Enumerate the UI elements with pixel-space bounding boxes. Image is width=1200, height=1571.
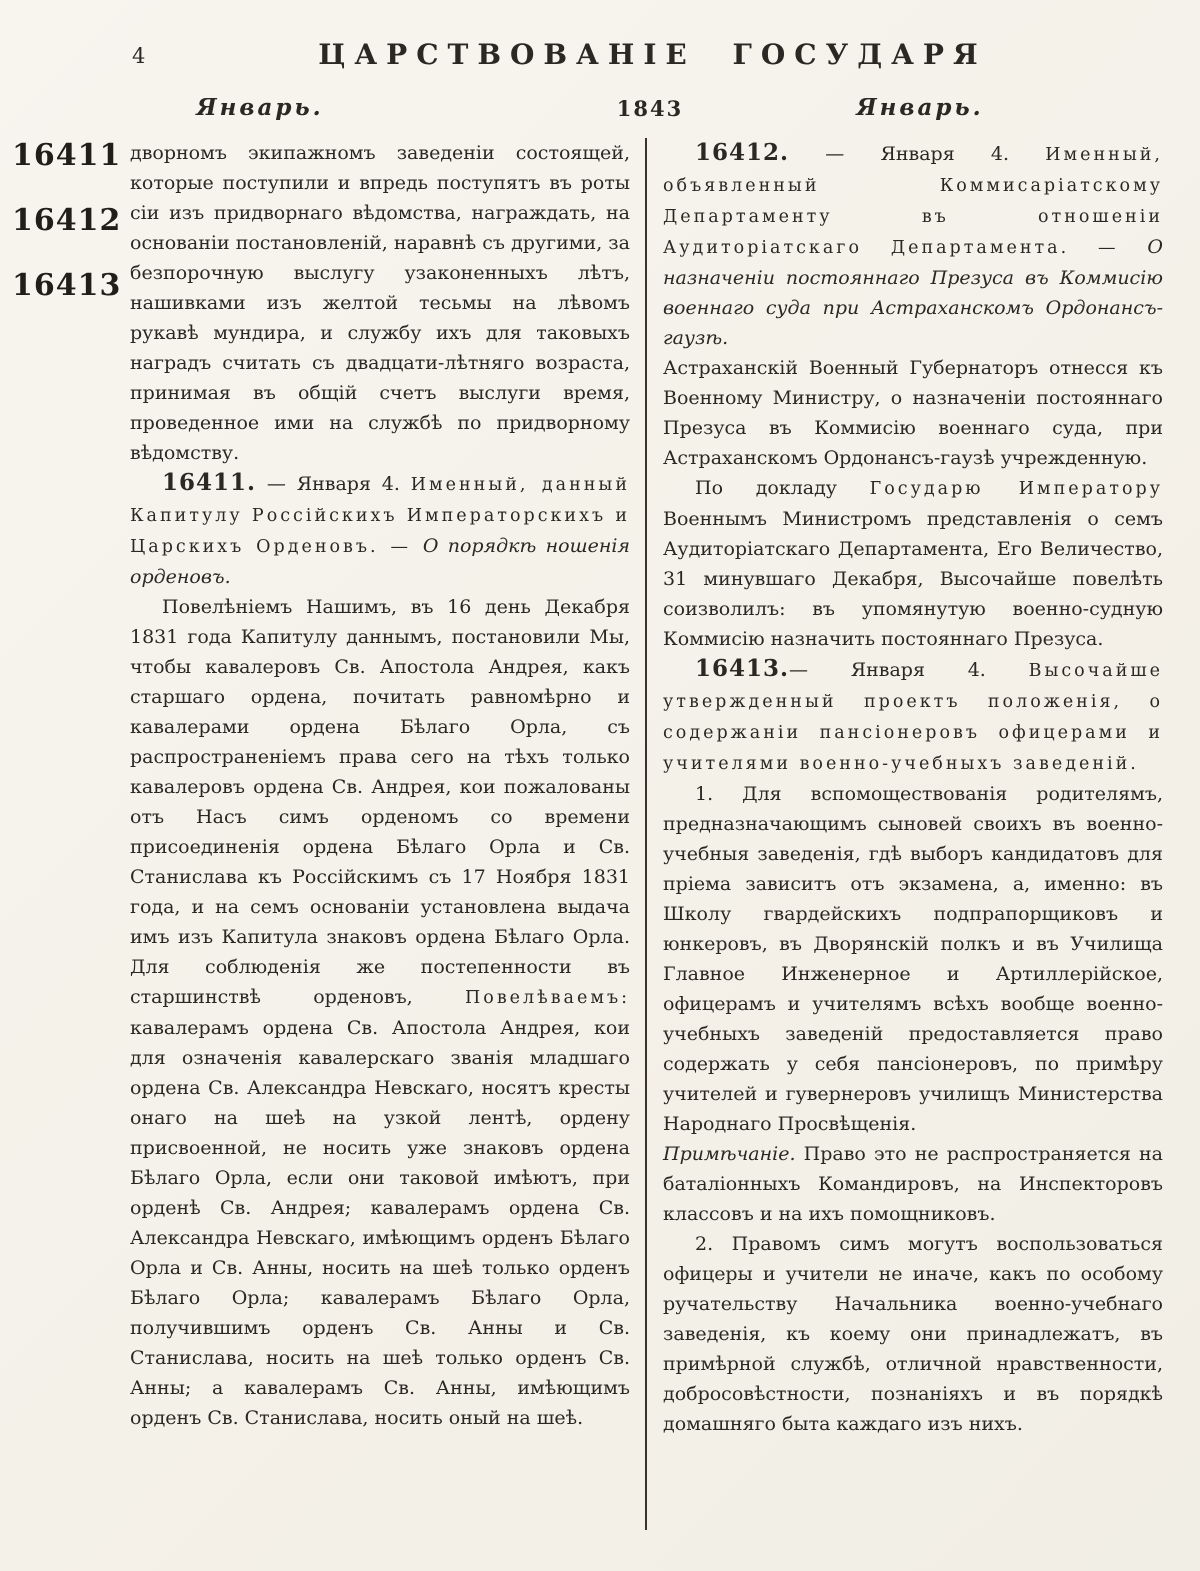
page-title: ЦАРСТВОВАНІЕ ГОСУДАРЯ xyxy=(318,38,987,71)
text-run-num: 16412. xyxy=(695,139,790,166)
column-left xyxy=(130,138,645,1530)
text-run-plain: Астраханскій Военный Губернаторъ отнесся къ Военному Министру, о назначеніи постояннаго Презуса въ Коммисію военнаго суда, при Астраханскомъ Ордонансъ-гаузѣ учрежденную. xyxy=(663,357,1163,469)
text-run-num: 16411. xyxy=(162,469,257,496)
text-run-plain: — Января 4. xyxy=(256,473,411,495)
text-run-plain: 2. Правомъ симъ могутъ воспользоваться офицеры и учители не иначе, какъ по особому ручательству Начальника военно-учебнаго заведенія, къ коему они принадлежатъ, въ примѣрной службѣ, отличной нравственности, добросовѣстности, познаніяхъ и въ порядкѣ домашняго быта каждаго изъ нихъ. xyxy=(663,1233,1163,1435)
note-paragraph xyxy=(663,1139,1163,1229)
text-run-sp: Государю Императору xyxy=(869,479,1163,499)
text-run-sp: Именный, объявленный Коммисаріатскому Департаменту въ отношеніи Аудиторіатскаго Департамента. — xyxy=(663,145,1163,258)
text-run-plain: По докладу xyxy=(695,477,870,499)
text-run-sp: Повелѣваемъ: xyxy=(465,988,630,1008)
subheader xyxy=(0,94,1200,130)
text-run-plain: — Января 4. xyxy=(789,143,1046,165)
margin-entry-number: 16413 xyxy=(12,268,122,303)
text-run-plain: Повелѣніемъ Нашимъ, въ 16 день Декабря 1831 года Капитулу даннымъ, постановили Мы, чтобы кавалеровъ Св. Апостола Андрея, какъ старшаго ордена, почитать равномѣрно и кавалерами ордена Бѣлаго Орла, съ распространеніемъ права сего на тѣхъ только кавалеровъ ордена Св. Андрея, кои пожалованы отъ Насъ симъ орденомъ со времени присоединенія ордена Бѣлаго Орла и Св. Станислава къ Россійскимъ съ 17 Ноября 1831 года, и на семъ основаніи установлена выдача имъ изъ Капитула знаковъ ордена Бѣлаго Орла. Для соблюденія же постепенности въ старшинствѣ орденовъ, xyxy=(130,596,630,1008)
entry-heading-16412 xyxy=(663,138,1163,353)
body-paragraph xyxy=(663,1229,1163,1439)
body-paragraph xyxy=(663,779,1163,1139)
text-run-num: 16413. xyxy=(695,655,790,682)
subheader-year: 1843 xyxy=(616,96,684,121)
text-columns xyxy=(130,138,1175,1530)
body-paragraph xyxy=(130,592,630,1433)
margin-entry-number: 16411 xyxy=(12,138,122,173)
text-run-plain: Военнымъ Министромъ представленія о семъ Аудиторіатскаго Департамента, Его Величество, 31 минувшаго Декабря, Высочайше повелѣть соизволилъ: въ упомянутую военно-судную Коммисію назначить постояннаго Презуса. xyxy=(663,508,1163,650)
margin-numbers xyxy=(12,140,130,335)
text-run-plain: дворномъ экипажномъ заведеніи состоящей, которые поступили и впредь поступятъ въ роты сіи изъ придворнаго вѣдомства, награждать, на основаніи постановленій, наравнѣ съ другими, за безпорочную выслугу узаконенныхъ лѣтъ, нашивками изъ желтой тесьмы на лѣвомъ рукавѣ мундира, и службу ихъ для таковыхъ наградъ считать съ двадцати-лѣтняго возраста, принимая въ общій счетъ выслуги время, проведенное ими на службѣ по придворному вѣдомству. xyxy=(130,142,630,464)
page-number: 4 xyxy=(132,44,146,68)
continuation-paragraph xyxy=(130,138,630,468)
text-run-plain: кавалерамъ ордена Св. Апостола Андрея, кои для означенія кавалерскаго званія младшаго ордена Св. Александра Невскаго, носятъ кресты онаго на шеѣ на узкой лентѣ, ордену присвоенной, не носить уже знаковъ ордена Бѣлаго Орла, если они таковой имѣютъ, при орденѣ Св. Андрея; кавалерамъ ордена Св. Александра Невскаго, имѣющимъ орденъ Бѣлаго Орла и Св. Анны, носить на шеѣ только орденъ Бѣлаго Орла; кавалерамъ Бѣлаго Орла, получившимъ орденъ Св. Анны и Св. Станислава, носить на шеѣ только орденъ Св. Анны; а кавалерамъ Св. Анны, имѣющимъ орденъ Св. Станислава, носить оный на шеѣ. xyxy=(130,1017,630,1429)
text-run-it: О порядкѣ ношенія орденовъ. xyxy=(130,535,630,588)
text-run-sp: Именный, данный Капитулу Россійскихъ Императорскихъ и Царскихъ Орденовъ. — xyxy=(130,475,631,557)
text-run-plain: Право это не распространяется на баталіонныхъ Командировъ, на Инспекторовъ классовъ и на ихъ помощниковъ. xyxy=(663,1143,1163,1225)
body-paragraph xyxy=(663,473,1163,654)
subheader-month-right: Январь. xyxy=(856,94,984,121)
column-right xyxy=(647,138,1163,1530)
margin-entry-number: 16412 xyxy=(12,203,122,238)
text-run-it: О назначеніи постояннаго Презуса въ Коммисію военнаго суда при Астраханскомъ Ордонансъ-гаузѣ. xyxy=(663,236,1163,349)
subheader-month-left: Январь. xyxy=(196,94,324,121)
body-paragraph xyxy=(663,353,1163,473)
text-run-plain: — Января 4. xyxy=(789,659,1029,681)
entry-heading-16411 xyxy=(130,468,630,592)
text-run-it: Примѣчаніе. xyxy=(663,1143,796,1165)
entry-heading-16413 xyxy=(663,654,1163,779)
text-run-plain: 1. Для вспомоществованія родителямъ, предназначающимъ сыновей своихъ въ военно-учебныя заведенія, гдѣ выборъ кандидатовъ для пріема зависитъ отъ экзамена, а, именно: въ Школу гвардейскихъ подпрапорщиковъ и юнкеровъ, въ Дворянскій полкъ и въ Училища Главное Инженерное и Артиллерійское, офицерамъ и учителямъ всѣхъ вообще военно-учебныхъ заведеній предоставляется право содержать у себя пансіонеровъ, по примѣру учителей и гувернеровъ училищъ Министерства Народнаго Просвѣщенія. xyxy=(663,783,1163,1135)
text-run-sp: Высочайше утвержденный проектъ положенія, о содержаніи пансіонеровъ офицерами и учителями военно-учебныхъ заведеній. xyxy=(663,661,1163,774)
